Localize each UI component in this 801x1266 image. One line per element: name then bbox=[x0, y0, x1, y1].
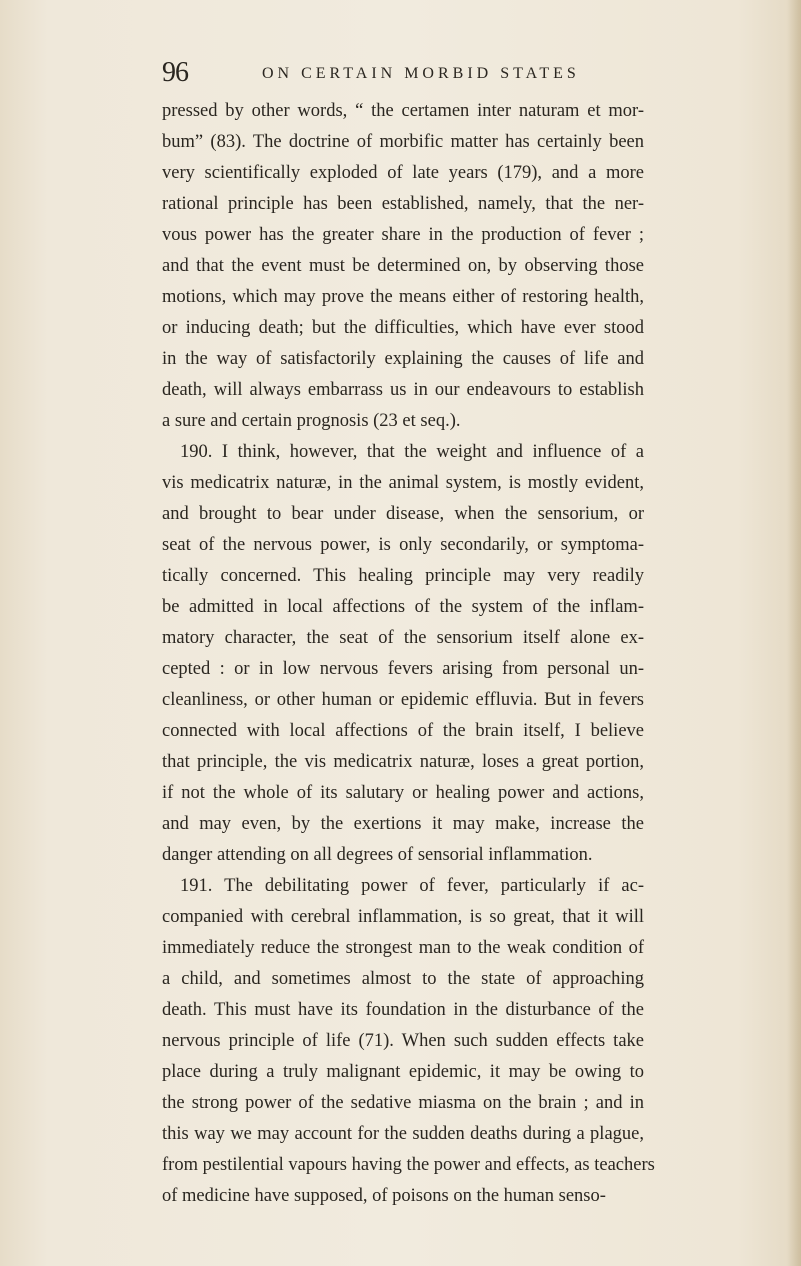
text-line: death. This must have its foundation in the disturbance of the bbox=[162, 1000, 644, 1020]
text-line: bum” (83). The doctrine of morbific matter has certainly been bbox=[162, 132, 644, 152]
page-edge-shadow bbox=[787, 0, 801, 1266]
text-line: companied with cerebral inflammation, is so great, that it will bbox=[162, 907, 644, 927]
page-number: 96 bbox=[162, 57, 188, 88]
text-line: seat of the nervous power, is only secondarily, or symptoma- bbox=[162, 535, 644, 555]
running-head: ON CERTAIN MORBID STATES bbox=[262, 65, 580, 82]
page-header bbox=[162, 56, 642, 92]
text-line: that principle, the vis medicatrix naturæ, loses a great portion, bbox=[162, 752, 644, 772]
text-line: and that the event must be determined on, by observing those bbox=[162, 256, 644, 276]
text-line: vis medicatrix naturæ, in the animal system, is mostly evident, bbox=[162, 473, 644, 493]
text-line: death, will always embarrass us in our endeavours to establish bbox=[162, 380, 644, 400]
text-line: motions, which may prove the means either of restoring health, bbox=[162, 287, 644, 307]
text-line: rational principle has been established, namely, that the ner- bbox=[162, 194, 644, 214]
text-line: matory character, the seat of the sensorium itself alone ex- bbox=[162, 628, 644, 648]
text-line: or inducing death; but the difficulties, which have ever stood bbox=[162, 318, 644, 338]
paragraph-190-start: 190. I think, however, that the weight and influence of a bbox=[180, 442, 644, 462]
text-line: a child, and sometimes almost to the state of approaching bbox=[162, 969, 644, 989]
text-line: if not the whole of its salutary or healing power and actions, bbox=[162, 783, 644, 803]
text-line: connected with local affections of the brain itself, I believe bbox=[162, 721, 644, 741]
text-line: and brought to bear under disease, when the sensorium, or bbox=[162, 504, 644, 524]
text-line: of medicine have supposed, of poisons on the human senso- bbox=[162, 1186, 606, 1206]
text-line: tically concerned. This healing principle may very readily bbox=[162, 566, 644, 586]
text-line: place during a truly malignant epidemic, it may be owing to bbox=[162, 1062, 644, 1082]
text-line: danger attending on all degrees of sensorial inflammation. bbox=[162, 845, 593, 865]
text-line: cleanliness, or other human or epidemic effluvia. But in fevers bbox=[162, 690, 644, 710]
text-line: nervous principle of life (71). When such sudden effects take bbox=[162, 1031, 644, 1051]
text-line: cepted : or in low nervous fevers arising from personal un- bbox=[162, 659, 644, 679]
text-line: very scientifically exploded of late years (179), and a more bbox=[162, 163, 644, 183]
text-line: pressed by other words, “ the certamen inter naturam et mor- bbox=[162, 101, 644, 121]
body-text bbox=[162, 96, 655, 1212]
text-line: and may even, by the exertions it may make, increase the bbox=[162, 814, 644, 834]
text-line: this way we may account for the sudden deaths during a plague, bbox=[162, 1124, 644, 1144]
paragraph-191-start: 191. The debilitating power of fever, particularly if ac- bbox=[180, 876, 644, 896]
text-line: vous power has the greater share in the production of fever ; bbox=[162, 225, 644, 245]
text-line: in the way of satisfactorily explaining the causes of life and bbox=[162, 349, 644, 369]
text-line: immediately reduce the strongest man to the weak condition of bbox=[162, 938, 644, 958]
text-line: from pestilential vapours having the power and effects, as teachers bbox=[162, 1155, 655, 1175]
text-line: a sure and certain prognosis (23 et seq.). bbox=[162, 411, 461, 431]
text-line: be admitted in local affections of the system of the inflam- bbox=[162, 597, 644, 617]
text-line: the strong power of the sedative miasma on the brain ; and in bbox=[162, 1093, 644, 1113]
